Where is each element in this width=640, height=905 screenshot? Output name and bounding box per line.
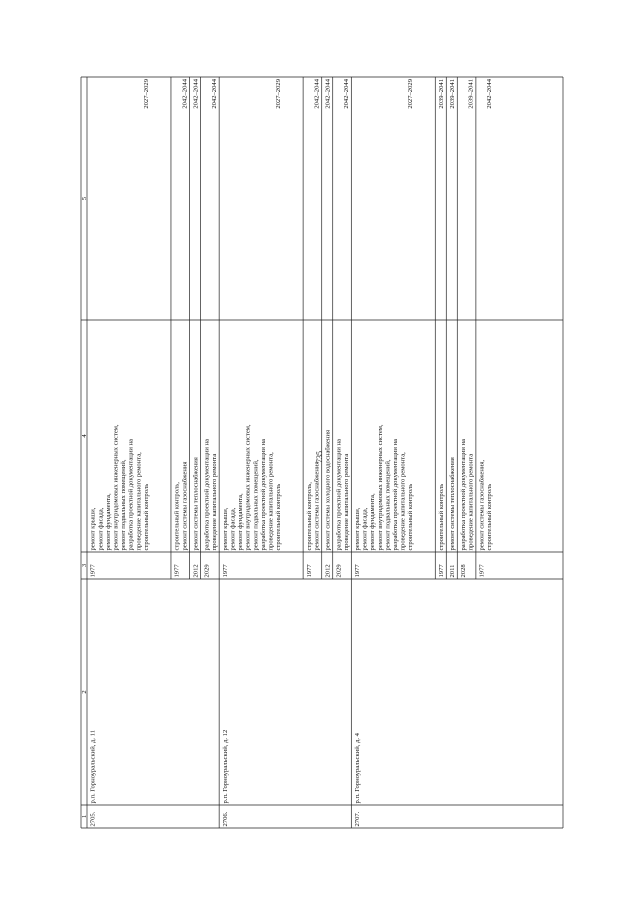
planned-period: 2042–2044 bbox=[181, 79, 189, 109]
work-line: проведение капитального ремонта, bbox=[399, 452, 407, 551]
work-line: ремонт фундамента, bbox=[104, 493, 112, 551]
planned-period: 2027–2029 bbox=[142, 79, 150, 109]
work-line: разработка проектной документации на bbox=[127, 439, 135, 551]
column-header-3: 3 bbox=[81, 563, 89, 568]
planned-period: 2042–2044 bbox=[324, 79, 332, 109]
built-year: 1977 bbox=[89, 564, 97, 578]
work-line: ремонт системы холодного водоснабжения bbox=[324, 429, 332, 551]
built-year: 2028 bbox=[459, 564, 467, 578]
entry-address: р.п. Горноуральский, д. 4 bbox=[354, 733, 362, 804]
page-number: 735 bbox=[315, 451, 324, 463]
work-line: ремонт крыши, bbox=[89, 507, 97, 551]
entry-number: 2707. bbox=[354, 811, 362, 827]
work-line: разработка проектной документации на bbox=[203, 439, 211, 551]
work-line: разработка проектной документации на bbox=[459, 439, 467, 551]
work-line: ремонт системы теплоснабжения bbox=[448, 457, 456, 551]
work-line: ремонт внутридомовых инженерных систем, bbox=[244, 424, 252, 551]
built-year: 1977 bbox=[437, 564, 445, 578]
work-line: ремонт подвальных помещений, bbox=[120, 459, 128, 551]
work-line: разработка проектной документации на bbox=[335, 439, 343, 551]
planned-period: 2042–2044 bbox=[313, 79, 321, 109]
entry-number: 2706. bbox=[221, 811, 229, 827]
work-line: ремонт крыши, bbox=[354, 507, 362, 551]
work-line: проведение капитального ремонта, bbox=[267, 452, 275, 551]
built-year: 2011 bbox=[448, 564, 456, 578]
planned-period: 2039–2041 bbox=[467, 79, 475, 109]
work-line: проведение капитального ремонта bbox=[210, 453, 218, 551]
built-year: 2012 bbox=[324, 564, 332, 578]
rotated-table-body bbox=[81, 77, 563, 828]
built-year: 2029 bbox=[335, 564, 343, 578]
column-header-5: 5 bbox=[81, 196, 89, 201]
planned-period: 2027–2029 bbox=[407, 79, 415, 109]
entry-number: 2705. bbox=[89, 811, 97, 827]
work-line: ремонт подвальных помещений, bbox=[252, 459, 260, 551]
work-line: ремонт фасада, bbox=[361, 507, 369, 551]
built-year: 2012 bbox=[192, 564, 200, 578]
planned-period: 2039–2041 bbox=[437, 79, 445, 109]
planned-period: 2042–2044 bbox=[210, 79, 218, 109]
work-line: строительный контроль bbox=[407, 483, 415, 551]
planned-period: 2042–2044 bbox=[486, 79, 494, 109]
built-year: 1977 bbox=[221, 564, 229, 578]
work-line: ремонт системы газоснабжения, bbox=[478, 459, 486, 551]
work-line: разработка проектной документации на bbox=[392, 439, 400, 551]
work-line: проведение капитального ремонта, bbox=[135, 452, 143, 551]
work-line: строительный контроль, bbox=[173, 482, 181, 551]
work-line: ремонт подвальных помещений, bbox=[384, 459, 392, 551]
entry-address: р.п. Горноуральский, д. 11 bbox=[89, 729, 97, 804]
built-year: 1977 bbox=[305, 564, 313, 578]
work-line: ремонт фасада, bbox=[229, 507, 237, 551]
column-header-2: 2 bbox=[81, 690, 89, 694]
work-line: ремонт фундамента, bbox=[369, 493, 377, 551]
work-line: строительный контроль bbox=[486, 483, 494, 551]
work-line: ремонт крыши, bbox=[221, 507, 229, 551]
work-line: ремонт системы газоснабжения bbox=[313, 461, 321, 551]
work-line: ремонт внутридомовых инженерных систем, bbox=[376, 424, 384, 551]
work-line: проведение капитального ремонта bbox=[343, 453, 351, 551]
planned-period: 2039–2041 bbox=[448, 79, 456, 109]
built-year: 1977 bbox=[173, 564, 181, 578]
planned-period: 2042–2044 bbox=[343, 79, 351, 109]
built-year: 1977 bbox=[478, 564, 486, 578]
work-line: ремонт системы газоснабжения bbox=[181, 461, 189, 551]
column-header-4: 4 bbox=[81, 434, 89, 438]
work-line: строительный контроль bbox=[142, 483, 150, 551]
planned-period: 2027–2029 bbox=[275, 79, 283, 109]
built-year: 2029 bbox=[203, 564, 211, 578]
work-line: строительный контроль bbox=[275, 483, 283, 551]
work-line: строительный контроль bbox=[437, 483, 445, 551]
column-header-1: 1 bbox=[81, 814, 89, 819]
work-line: разработка проектной документации на bbox=[259, 439, 267, 551]
planned-period: 2042–2044 bbox=[192, 79, 200, 109]
work-line: ремонт системы теплоснабжения bbox=[192, 457, 200, 551]
work-line: ремонт внутридомовых инженерных систем, bbox=[112, 424, 120, 551]
work-line: строительный контроль, bbox=[305, 482, 313, 551]
built-year: 1977 bbox=[354, 564, 362, 578]
entry-address: р.п. Горноуральский, д. 12 bbox=[221, 729, 229, 804]
work-line: проведение капитального ремонта bbox=[467, 453, 475, 551]
work-line: ремонт фасада, bbox=[97, 507, 105, 551]
work-line: ремонт фундамента, bbox=[237, 493, 245, 551]
